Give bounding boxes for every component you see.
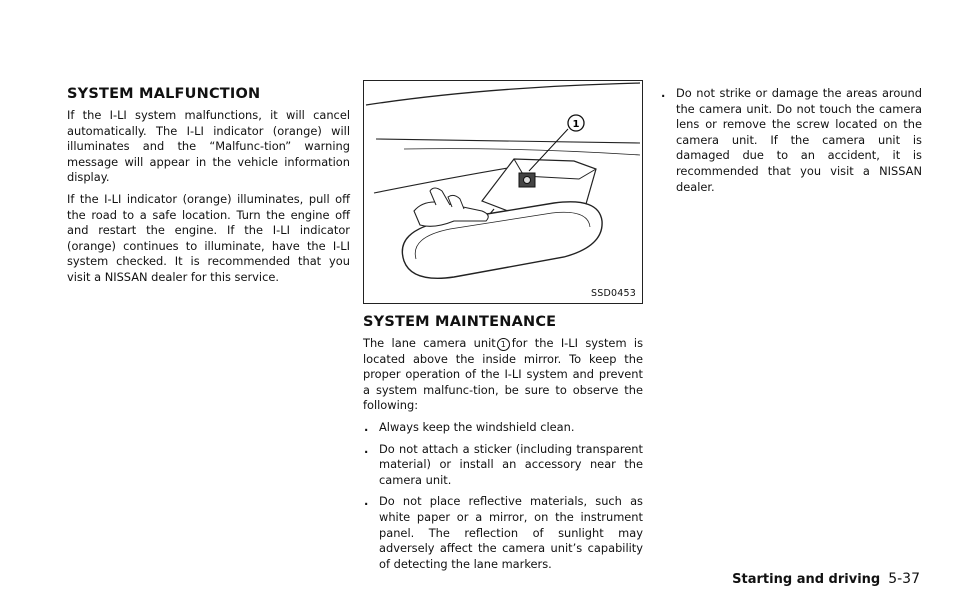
bullet-icon: . [364,441,369,456]
bullet-icon: . [364,419,369,434]
list-item [363,442,643,489]
maintenance-intro [363,336,643,414]
callout-inline-number: 1 [497,338,510,351]
maintenance-list-continued [660,86,922,195]
camera-illustration [363,80,643,304]
footer-section: Starting and driving [732,572,881,587]
figure-code: SSD0453 [591,288,636,299]
list-item-text: Always keep the windshield clean. [379,419,575,434]
list-item [363,494,643,572]
malfunction-heading: SYSTEM MALFUNCTION [67,86,261,102]
callout-number: 1 [572,119,580,130]
page-number: 5-37 [888,571,920,587]
list-item [660,86,922,195]
list-item-text: Do not attach a sticker (including transparent material) or install an accessory near the camera unit. [379,441,643,487]
maintenance-heading: SYSTEM MAINTENANCE [363,314,557,330]
maintenance-intro-after: for the I-LI system is located above the inside mirror. To keep the proper operation of the I-LI system and prevent a system malfunc-tion, be sure to observe the following: [363,336,643,413]
bullet-icon: . [364,494,369,509]
bullet-icon: . [661,86,666,100]
list-item [363,420,643,436]
column-middle [363,80,643,578]
maintenance-list [363,420,643,572]
malfunction-paragraph-2: If the I-LI indicator (orange) illuminates, pull off the road to a safe location. Turn the engine off and restart the engine. If the I-LI indicator (orange) continues to illuminate, have the I-LI system checked. It is recommended that you visit a NISSAN dealer for this service. [67,191,350,284]
column-right [660,86,922,201]
maintenance-intro-before: The lane camera unit [363,336,496,350]
camera-mirror-drawing [364,81,642,303]
list-item-text: Do not place reflective materials, such as white paper or a mirror, on the instrument panel. The reflection of sunlight may adversely affect the camera unit’s capability of detecting the lane markers. [379,494,643,571]
list-item-text: Do not strike or damage the areas around the camera unit. Do not touch the camera lens or remove the screw located on the camera unit. If the camera unit is damaged due to an accident, it is recommended that you visit a NISSAN dealer. [676,86,922,194]
column-left [67,86,350,292]
malfunction-paragraph-1: If the I-LI system malfunctions, it will cancel automatically. The I-LI indicator (orange) will illuminates and the “Malfunc-tion” warning message will appear in the vehicle information display. [67,108,350,185]
page-footer [732,571,920,587]
